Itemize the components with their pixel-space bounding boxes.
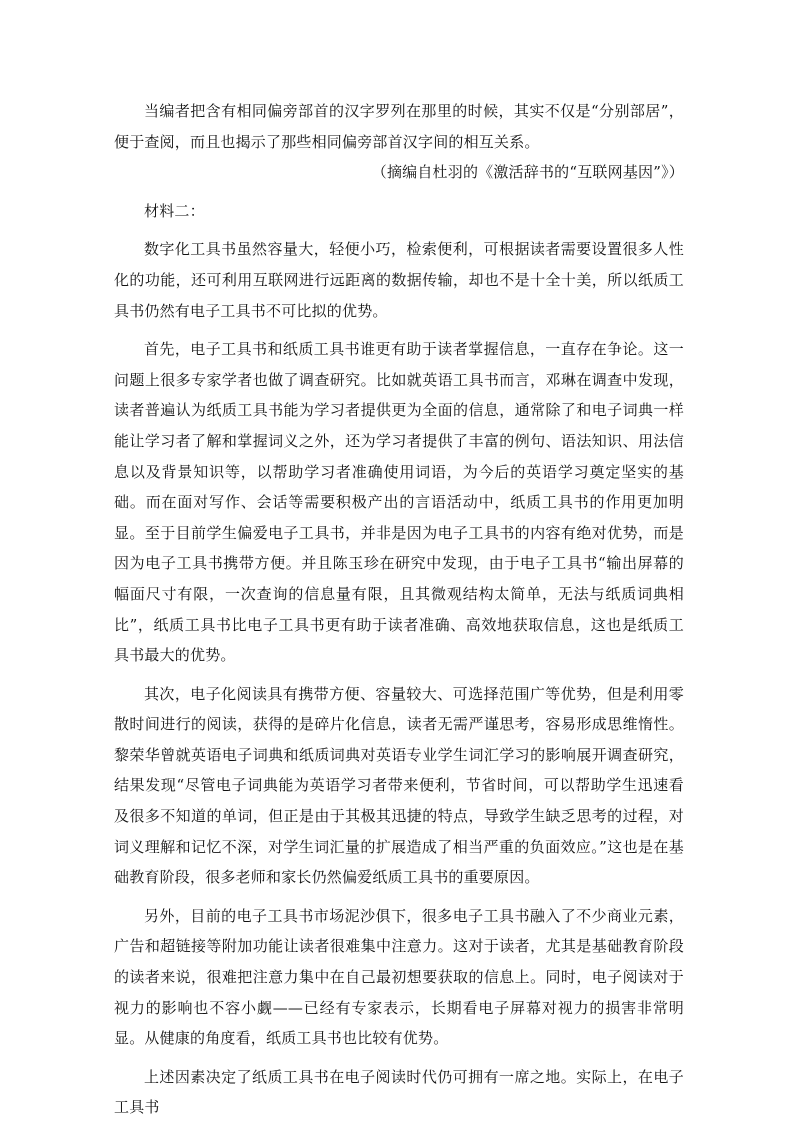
spacer (114, 188, 684, 196)
spacer (114, 893, 684, 901)
intro-paragraph: 当编者把含有相同偏旁部首的汉字罗列在那里的时候，其实不仅是“分别部居”，便于查阅，而且也揭示了那些相同偏旁部首汉字间的相互关系。 (114, 102, 684, 151)
source-note: （摘编自杜羽的《激活辞书的“互联网基因”》） (371, 163, 684, 182)
body-paragraph-4: 另外，目前的电子工具书市场泥沙俱下，很多电子工具书融入了不少商业元素，广告和超链接等附加功能让读者很难集中注意力。这对于读者，尤其是基础教育阶段的读者来说，很难把注意力集中在自己最初想要获取的信息上。同时，电子阅读对于视力的影响也不容小觑——已经有专家表示，长期看电子屏幕对视力的损害非常明显。从健康的角度看，纸质工具书也比较有优势。 (114, 906, 684, 1048)
body-paragraph-2: 首先，电子工具书和纸质工具书谁更有助于读者掌握信息，一直存在争论。这一问题上很多专家学者也做了调查研究。比如就英语工具书而言，邓琳在调查中发现，读者普遍认为纸质工具书能为学习者提供更为全面的信息，通常除了和电子词典一样能让学习者了解和掌握词义之外，还为学习者提供了丰富的例句、语法知识、用法信息以及背景知识等，以帮助学习者准确使用词语，为今后的英语学习奠定坚实的基础。而在面对写作、会话等需要积极产出的言语活动中，纸质工具书的作用更加明显。至于目前学生偏爱电子工具书，并非是因为电子工具书的内容有绝对优势，而是因为电子工具书携带方便。并且陈玉珍在研究中发现，由于电子工具书“输出屏幕的幅面尺寸有限，一次查询的信息量有限，且其微观结构太简单，无法与纸质词典相比”，纸质工具书比电子工具书更有助于读者准确、高效地获取信息，这也是纸质工具书最大的优势。 (114, 340, 684, 665)
spacer (114, 326, 684, 334)
document-page (114, 96, 684, 1123)
spacer (114, 671, 684, 679)
spacer (114, 1054, 684, 1062)
spacer (114, 226, 684, 234)
section-label: 材料二： (144, 201, 205, 220)
body-paragraph-1: 数字化工具书虽然容量大，轻便小巧，检索便利，可根据读者需要设置很多人性化的功能，还可利用互联网进行远距离的数据传输，却也不是十全十美，所以纸质工具书仍然有电子工具书不可比拟的优势。 (114, 240, 684, 320)
body-paragraph-3: 其次，电子化阅读具有携带方便、容量较大、可选择范围广等优势，但是利用零散时间进行的阅读，获得的是碎片化信息，读者无需严谨思考，容易形成思维惰性。黎荣华曾就英语电子词典和纸质词典对英语专业学生词汇学习的影响展开调查研究，结果发现“尽管电子词典能为英语学习者带来便利，节省时间，可以帮助学生迅速看及很多不知道的单词，但正是由于其极其迅捷的特点，导致学生缺乏思考的过程，对词义理解和记忆不深，对学生词汇量的扩展造成了相当严重的负面效应。”这也是在基础教育阶段，很多老师和家长仍然偏爱纸质工具书的重要原因。 (114, 684, 684, 887)
body-paragraph-5: 上述因素决定了纸质工具书在电子阅读时代仍可拥有一席之地。实际上，在电子工具书 (114, 1067, 684, 1117)
